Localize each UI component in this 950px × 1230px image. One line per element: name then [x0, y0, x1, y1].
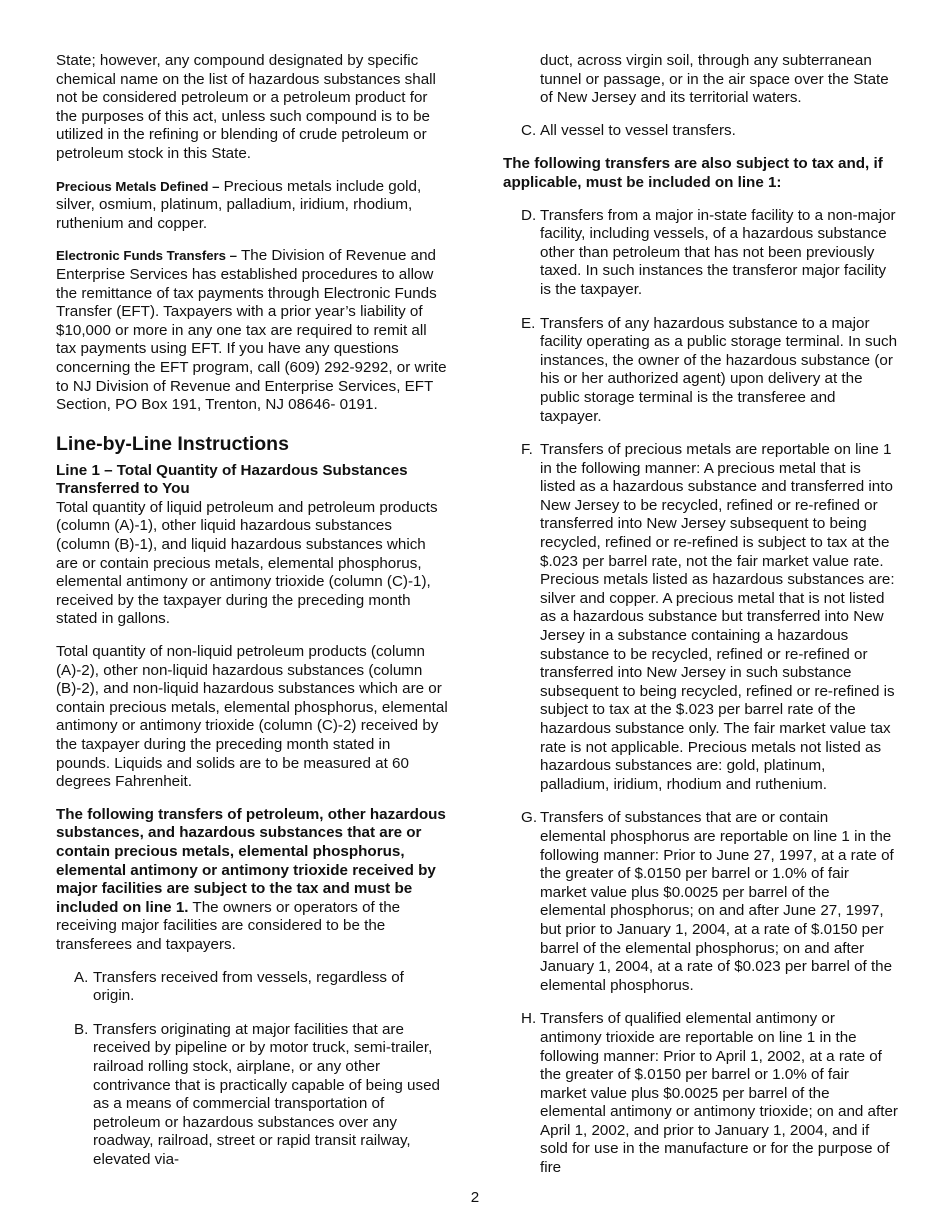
petroleum-definition-paragraph: State; however, any compound designated by specific chemical name on the list of hazardous substances shall not be considered petroleum or a petroleum product for the purposes of this act, unless such compound is to be utilized in the refining or blending of crude petroleum or petroleum stock in this State.	[56, 52, 436, 162]
list-letter: F.	[521, 441, 533, 459]
list-item-text: Transfers of qualified elemental antimony or antimony trioxide are reportable on line 1 in the following manner: Prior to April 1, 2002, at a rate of the greater of $.0150 per barrel or 1.0% of fair market value plus $0.0025 per barrel of the elemental antimony or antimony trioxide; on and after April 1, 2002, and prior to January 1, 2004, and if sold for use in the manufacture or for the purpose of fire	[540, 1010, 898, 1177]
list-item-g	[503, 809, 898, 995]
list-letter: E.	[521, 314, 536, 332]
transfers-bold-text: The following transfers of petroleum, other hazardous substances, and hazardous substances that are or contain precious metals, elemental phosphorus, elemental antimony or antimony trioxide received by major facilities are subject to the tax and must be included on line 1.	[56, 805, 446, 916]
precious-metals-text: Precious metals include gold, silver, osmium, platinum, palladium, iridium, rhodium, ruthenium and copper.	[56, 177, 422, 232]
list-item-f	[503, 441, 898, 794]
list-item-b-continued: duct, across virgin soil, through any subterranean tunnel or passage, or in the air space over the State of New Jersey and its territorial waters.	[540, 52, 889, 107]
also-subject-heading: The following transfers are also subject to tax and, if applicable, must be included on line 1:	[503, 155, 883, 191]
precious-metals-heading: Precious Metals Defined –	[56, 178, 220, 194]
list-letter: C.	[521, 121, 537, 139]
list-item-text: Transfers from a major in-state facility to a non-major facility, including vessels, of a hazardous substance other than petroleum that has not been previously taxed. In such instances the transferor major facility is the taxpayer.	[540, 206, 896, 298]
list-letter: B.	[74, 1020, 89, 1038]
list-item-text: All vessel to vessel transfers.	[540, 121, 736, 139]
eft-heading: Electronic Funds Transfers –	[56, 248, 238, 264]
right-column	[503, 52, 898, 1193]
list-letter: D.	[521, 206, 537, 224]
line1-title: Line 1 – Total Quantity of Hazardous Substances Transferred to You	[56, 461, 408, 498]
left-column	[56, 52, 448, 1184]
list-item-text: Transfers received from vessels, regardless of origin.	[93, 968, 404, 1005]
list-item-text: Transfers of any hazardous substance to a major facility operating as a public storage terminal. In such instances, the owner of the hazardous substance (or his or her authorized agent) upon delivery at the public storage terminal is the transferee and taxpayer.	[540, 314, 898, 425]
list-item-text: Transfers of substances that are or contain elemental phosphorus are reportable on line 1 in the following manner: Prior to June 27, 1997, at a rate of the greater of $.0150 per barrel or 1.0% of fair market value plus $0.0025 per barrel of the elemental phosphorus; on and after June 27, 1997, but prior to January 1, 2004, at a rate of $.0150 per barrel of the elemental phosphorus; on and after January 1, 2004, at a rate of $0.023 per barrel of the elemental phosphorus.	[540, 809, 894, 994]
list-letter: G.	[521, 809, 538, 827]
transfers-text: The owners or operators of the receiving major facilities are considered to be the transferees and taxpayers.	[56, 898, 401, 953]
section-title: Line-by-Line Instructions	[56, 432, 289, 455]
list-item-d	[503, 207, 898, 300]
page-number: 2	[470, 1189, 480, 1206]
precious-metals-paragraph	[56, 178, 448, 234]
list-letter: H.	[521, 1010, 537, 1028]
line1-paragraph-nonliquids: Total quantity of non-liquid petroleum products (column (A)-2), other non-liquid hazardous substances (column (B)-2), and non-liquid hazardous substances which are or contain precious metals, elemental phosphorus, elemental antimony or antimony trioxide (column (C)-2) received by the taxpayer during the preceding month stated in pounds. Liquids and solids are to be measured at 60 degrees Fahrenheit.	[56, 643, 448, 791]
eft-text: The Division of Revenue and Enterprise Services has established procedures to allow the remittance of tax payments through Electronic Funds Transfer (EFT). Taxpayers with a prior year’s liability of $10,000 or more in any one tax are required to remit all tax payments using EFT. If you have any questions concerning the EFT program, call (609) 292-9292, or write to NJ Division of Revenue and Enterprise Services, EFT Section, PO Box 191, Trenton, NJ 08646- 0191.	[56, 247, 447, 414]
line1-paragraph-liquids: Total quantity of liquid petroleum and petroleum products (column (A)-1), other liquid hazardous substances (column (B)-1), and liquid hazardous substances which are or contain precious metals, elemental phosphorus, elemental antimony or antimony trioxide (column (C)-1), received by the taxpayer during the preceding month stated in gallons.	[56, 498, 438, 628]
list-letter: A.	[74, 968, 89, 986]
eft-paragraph	[56, 247, 448, 414]
list-item-c	[503, 122, 898, 141]
list-item-h	[503, 1010, 898, 1177]
transfers-paragraph	[56, 806, 448, 955]
list-item-text: Transfers of precious metals are reportable on line 1 in the following manner: A precious metal that is listed as a hazardous substance and transferred into New Jersey to be recycled, refined or re-refined or transferred into New Jersey subsequent to being recycled, refined or re-refined is subject to tax at the $.023 per barrel rate, not the fair market value rate. Precious metals listed as hazardous substances are: silver and copper. A precious metal that is not listed as a hazardous substance but transferred into New Jersey in a substance containing a hazardous substance to be recycled, refined or re-refined or transferred into New Jersey in such substance subsequent to being recycled, refined or re-refined is subject to tax at the $.023 per barrel rate of the hazardous substance only. The fair market value tax rate is not applicable. Precious metals not listed as hazardous substances are: gold, platinum, palladium, iridium, rhodium and ruthenium.	[540, 441, 895, 793]
list-item-text: Transfers originating at major facilities that are received by pipeline or by motor truck, semi-trailer, railroad rolling stock, airplane, or any other contrivance that is practically capable of being used as a means of commercial transportation of petroleum or hazardous substances over any roadway, railroad, street or rapid transit railway, elevated via-	[93, 1020, 440, 1168]
list-item-a	[56, 969, 448, 1006]
list-item-b	[56, 1021, 448, 1170]
list-item-e	[503, 315, 898, 427]
